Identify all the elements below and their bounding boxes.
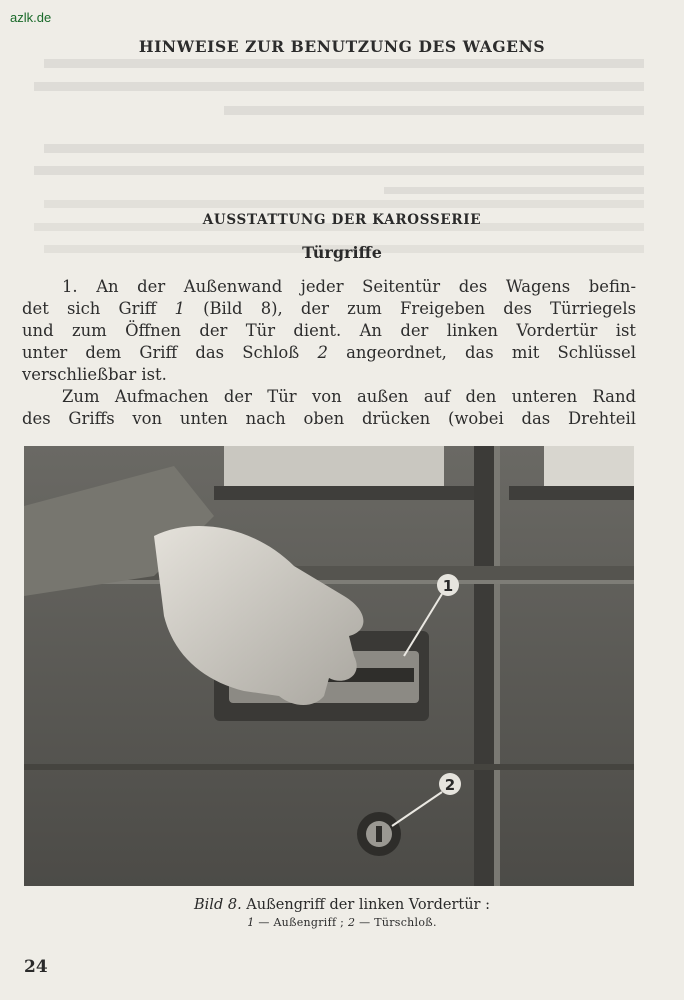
- figure-label: Bild 8.: [194, 897, 242, 913]
- body-text-span: des Griffs von unten nach oben drücken (wobei das Drehteil: [22, 409, 636, 428]
- callout-label-2: 2: [444, 776, 456, 794]
- lower-crease: [24, 764, 634, 770]
- window-frame: [214, 486, 474, 500]
- body-text-span: 1. An der Außenwand jeder Seitentür des Wagens befin-: [62, 277, 636, 296]
- body-text-span: unter dem Griff das Schloß: [22, 343, 318, 362]
- body-line: [22, 276, 636, 298]
- show-through-lines-2: [24, 195, 644, 275]
- window-glass: [224, 446, 444, 491]
- body-text-span: und zum Öffnen der Tür dient. An der linken Vordertür ist: [22, 321, 636, 340]
- window-glass-rear: [544, 446, 634, 491]
- callout-label-1: 1: [442, 577, 454, 595]
- body-line: [22, 342, 636, 364]
- show-through-texture-2: [24, 195, 644, 275]
- running-header: HINWEISE ZUR BENUTZUNG DES WAGENS: [138, 37, 546, 56]
- door-gap: [474, 446, 494, 886]
- body-text-span: (Bild 8), der zum Freigeben des Türriegels: [184, 299, 636, 318]
- body-line: [22, 408, 636, 430]
- page-number: 24: [24, 957, 48, 977]
- door-illustration: [24, 446, 634, 886]
- figure-legend: [0, 916, 684, 929]
- body-line: [22, 364, 636, 386]
- door-handle-photo: [24, 446, 634, 886]
- door-gap-highlight: [494, 446, 500, 886]
- body-text-span: verschließbar ist.: [22, 365, 167, 384]
- legend-text: — Türschloß.: [355, 916, 437, 929]
- figure-ref-number: 1: [174, 299, 185, 318]
- body-line: [22, 386, 636, 408]
- figure-caption: [0, 897, 684, 913]
- legend-number: 2: [347, 916, 356, 929]
- section-title: AUSSTATTUNG DER KAROSSERIE: [202, 212, 482, 228]
- site-watermark: azlk.de: [10, 10, 52, 25]
- body-text-span: angeordnet, das mit Schlüssel: [327, 343, 636, 362]
- body-line: [22, 320, 636, 342]
- body-text-span: Zum Aufmachen der Tür von außen auf den unteren Rand: [62, 387, 636, 406]
- body-line: [22, 298, 636, 320]
- legend-number: 1: [247, 916, 255, 929]
- figure-caption-text: Außengriff der linken Vordertür :: [241, 897, 490, 913]
- body-text-span: det sich Griff: [22, 299, 175, 318]
- key-slot: [376, 826, 382, 842]
- window-frame-rear: [509, 486, 634, 500]
- body-text: [22, 276, 636, 430]
- figure-ref-number: 2: [317, 343, 328, 362]
- section-subtitle: Türgriffe: [302, 243, 382, 262]
- legend-text: — Außengriff ;: [254, 916, 348, 929]
